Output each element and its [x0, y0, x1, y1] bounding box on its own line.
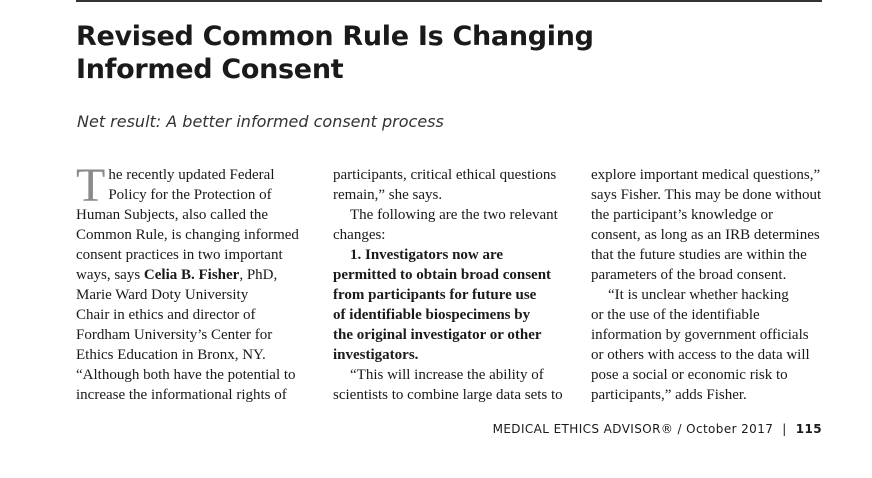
- text-line: Common Rule, is changing informed: [76, 227, 299, 243]
- page-number: 115: [795, 422, 822, 436]
- text-line: pose a social or economic risk to: [591, 367, 788, 383]
- footer-separator: |: [782, 422, 787, 436]
- text-line: explore important medical questions,”: [591, 167, 821, 183]
- bold-point-line: the original investigator or other: [333, 327, 542, 343]
- text-line: or others with access to the data will: [591, 347, 810, 363]
- text-column-3: [591, 165, 841, 405]
- bold-point-line: from participants for future use: [333, 287, 537, 303]
- text-line: Marie Ward Doty University: [76, 287, 249, 303]
- bold-point-line: permitted to obtain broad consent: [333, 267, 552, 283]
- text-line: “This will increase the ability of: [350, 367, 544, 383]
- page-footer: [493, 421, 822, 437]
- text-line: changes:: [333, 227, 386, 243]
- text-line: says Fisher. This may be done without: [591, 187, 822, 203]
- author-name: Celia B. Fisher: [143, 267, 240, 283]
- top-rule: [76, 0, 822, 2]
- text-line: participants, critical ethical questions: [333, 167, 557, 183]
- bold-point-line: 1. Investigators now are: [350, 247, 504, 263]
- bold-point-line: of identifiable biospecimens by: [333, 307, 531, 323]
- text-line: remain,” she says.: [333, 187, 443, 203]
- text-line: consent, as long as an IRB determines: [591, 227, 820, 243]
- article-title-line-2: Informed Consent: [76, 54, 344, 85]
- text-line: Fordham University’s Center for: [76, 327, 273, 343]
- text-line: that the future studies are within the: [591, 247, 807, 263]
- text-fragment: , PhD,: [239, 267, 278, 283]
- text-line: parameters of the broad consent.: [591, 267, 787, 283]
- publication-info: MEDICAL ETHICS ADVISOR® / October 2017: [492, 422, 774, 436]
- text-line: [76, 265, 326, 285]
- text-line: The following are the two relevant: [350, 207, 558, 223]
- text-line: “It is unclear whether hacking: [608, 287, 789, 303]
- text-line: Human Subjects, also called the: [76, 207, 269, 223]
- text-column-1: [76, 159, 326, 405]
- article-title: [76, 20, 816, 86]
- text-line: scientists to combine large data sets to: [333, 387, 563, 403]
- text-line: Chair in ethics and director of: [76, 307, 256, 323]
- text-line: Policy for the Protection of: [108, 187, 272, 203]
- article-title-line-1: Revised Common Rule Is Changing: [76, 21, 594, 52]
- text-line: Ethics Education in Bronx, NY.: [76, 347, 266, 363]
- text-line: consent practices in two important: [76, 247, 283, 263]
- drop-cap: T: [76, 159, 106, 212]
- text-line: increase the informational rights of: [76, 387, 287, 403]
- text-line: information by government officials: [591, 327, 809, 343]
- text-line: he recently updated Federal: [108, 167, 275, 183]
- article-subtitle: Net result: A better informed consent process: [77, 112, 444, 131]
- text-line: or the use of the identifiable: [591, 307, 760, 323]
- text-line: the participant’s knowledge or: [591, 207, 774, 223]
- text-column-2: [333, 165, 583, 405]
- text-line: “Although both have the potential to: [76, 367, 296, 383]
- text-line: participants,” adds Fisher.: [591, 387, 747, 403]
- text-fragment: ways, says: [76, 267, 144, 283]
- bold-point-line: investigators.: [333, 347, 419, 363]
